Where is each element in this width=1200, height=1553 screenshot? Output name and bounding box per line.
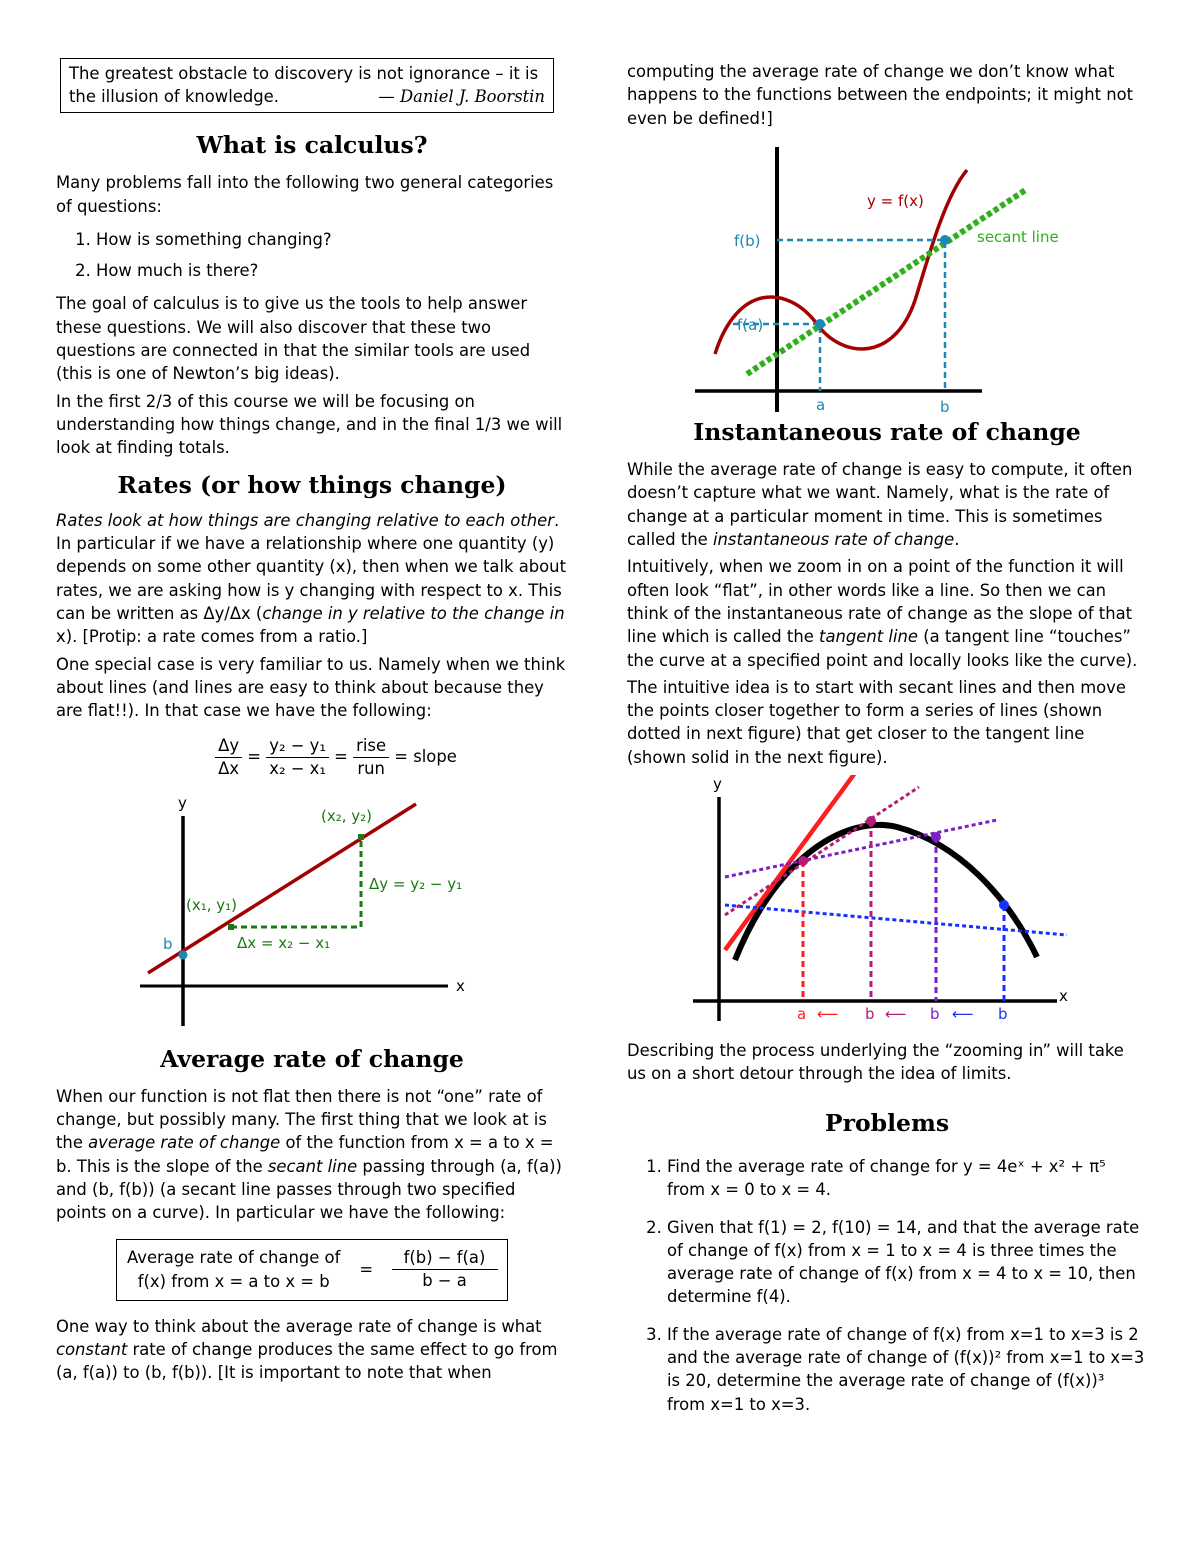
point-b3: [999, 900, 1009, 910]
arrow-1: ⟵: [817, 1005, 839, 1024]
problem-item: 2. Given that f(1) = 2, f(10) = 14, and that the average rate of change of f(x) from x = 1 to x = 4 is three times the average rate of change of f(x) from x = 4 to x = 10, then determine f(4).: [667, 1216, 1147, 1309]
point-b2: [931, 832, 941, 842]
secant-line: [747, 189, 1027, 374]
instant-paragraph-4: Describing the process underlying the “zooming in” will take us on a short detour through the idea of limits.: [627, 1041, 1124, 1084]
right-column: [627, 60, 1147, 1424]
heading-average-rate: Average rate of change: [160, 1044, 464, 1073]
b2-label: b: [930, 1005, 940, 1024]
intercept-point: [179, 950, 188, 959]
what-goal-paragraph: The goal of calculus is to give us the tools to help answer these questions. We will also discover that these two questions are connected in that the similar tools are used (this is one of Newton’s big ideas).: [56, 294, 531, 384]
question-item: 2. How much is there?: [96, 259, 568, 282]
epigraph-quote: [60, 58, 554, 113]
point-a: [815, 319, 825, 329]
b1-label: b: [865, 1005, 875, 1024]
instant-paragraph-3: The intuitive idea is to start with secant lines and then move the points closer together to form a series of lines (shown dotted in next figure) that get closer to the tangent line (shown solid in the next figure).: [627, 677, 1126, 767]
a-label: a: [797, 1005, 807, 1024]
y-axis-label: y: [178, 793, 187, 812]
arrow-2: ⟵: [885, 1005, 907, 1024]
point-1: [228, 924, 234, 930]
y-axis-label: y: [713, 775, 722, 794]
average-rate-formula-box: Average rate of change of f(x) from x = a to x = b = $\frac{f(b) - f(a)}{b - a}$: [116, 1239, 508, 1301]
problems-list: [627, 1155, 1147, 1416]
point-1-label: (x₁, y₁): [186, 895, 238, 914]
tangent-figure: [627, 775, 1147, 1025]
problem-item: 1. Find the average rate of change for y = 4eˣ + x² + π⁵ from x = 0 to x = 4.: [667, 1155, 1147, 1202]
intercept-label: b: [163, 934, 173, 953]
questions-list: [56, 228, 568, 283]
point-b: [940, 235, 950, 245]
secant-figure: [627, 134, 1147, 419]
secant-label: secant line: [977, 227, 1059, 246]
average-continued: computing the average rate of change we don’t know what happens to the functions between the endpoints; it might not even be defined!]: [627, 62, 1134, 128]
fa-label: f(a): [737, 315, 764, 334]
point-2-label: (x₂, y₂): [321, 806, 373, 825]
b-label: b: [940, 397, 950, 416]
slope-equation: $\frac{\Delta y}{\Delta x}$ = $\frac{\text{y₂ − y₁}}{\text{x₂ − x₁}}$ = $\frac{\text{rise}}{\text{run}}$ = slope: [104, 735, 568, 780]
delta-x-label: Δx = x₂ − x₁: [237, 933, 331, 952]
point-2: [358, 834, 364, 840]
secant-near: [725, 787, 919, 915]
what-course-paragraph: In the first 2/3 of this course we will be focusing on understanding how things change, and in the final 1/3 we will look at finding totals.: [56, 391, 563, 458]
problem-item: 3. If the average rate of change of f(x) from x=1 to x=3 is 2 and the average rate of change of (f(x))² from x=1 to x=3 is 20, determine the average rate of change of (f(x))³ from x=1 to x=3.: [667, 1323, 1147, 1416]
instant-paragraph-2: Intuitively, when we zoom in on a point of the function it will often look “flat”, in other words like a line. So then we can think of the instantaneous rate of change as the slope of that line which is called the tangent line (a tangent line “touches” the curve at a specified point and locally looks like the curve).: [627, 557, 1138, 670]
line-slope-figure: [56, 786, 568, 1026]
heading-rates: Rates (or how things change): [117, 470, 507, 499]
x-axis-label: x: [1059, 987, 1068, 1006]
x-axis-label: x: [456, 976, 465, 995]
delta-y-label: Δy = y₂ − y₁: [369, 874, 463, 893]
average-constant-paragraph: One way to think about the average rate of change is what constant rate of change produces the same effect to go from (a, f(a)) to (b, f(b)). [It is important to note that when: [56, 1316, 558, 1383]
heading-what-is-calculus: What is calculus?: [196, 131, 428, 159]
fb-guide: [777, 240, 945, 391]
average-paragraph: When our function is not flat then there is not “one” rate of change, but possibly many. The first thing that we look at is the average rate of change of the function from x = a to x = b. This is the slope of the secant line passing through (a, f(a)) and (b, f(b)) (a secant line passes through two specified points on a curve). In particular we have the following:: [56, 1086, 562, 1223]
function-curve: [735, 825, 1037, 960]
point-a: [798, 856, 808, 866]
fb-label: f(b): [734, 231, 761, 250]
instant-paragraph-1: While the average rate of change is easy to compute, it often doesn’t capture what we want. Namely, what is the rate of change at a particular moment in time. This is sometimes called the instantaneous rate of change.: [627, 460, 1133, 550]
rates-italic-lead: Rates look at how things are changing relative to each other: [56, 510, 554, 530]
arrow-3: ⟵: [952, 1005, 974, 1024]
point-b1: [866, 816, 876, 826]
heading-instantaneous: Instantaneous rate of change: [693, 417, 1081, 446]
function-label: y = f(x): [867, 191, 924, 210]
heading-problems: Problems: [824, 1108, 950, 1137]
rates-paragraph: Rates look at how things are changing relative to each other. In particular if we have a relationship where one quantity (y) depends on some other quantity (x), then when we talk about rates, we are asking how is y changing with respect to x. This can be written as Δy/Δx (change in y relative to the change in x). [Protip: a rate comes from a ratio.]: [56, 510, 566, 647]
b3-label: b: [998, 1005, 1008, 1024]
question-item: 1. How is something changing?: [96, 228, 568, 251]
quote-author: — Daniel J. Boorstin: [378, 87, 545, 106]
rates-lines-paragraph: One special case is very familiar to us. Namely when we think about lines (and lines are easy to think about because they are flat!!). In that case we have the following:: [56, 654, 566, 721]
a-label: a: [816, 395, 826, 414]
what-intro: Many problems fall into the following two general categories of questions:: [56, 173, 554, 216]
left-column: [56, 58, 568, 1389]
quote-text: The greatest obstacle to discovery is not ignorance – it is the illusion of knowledge.: [69, 64, 539, 106]
